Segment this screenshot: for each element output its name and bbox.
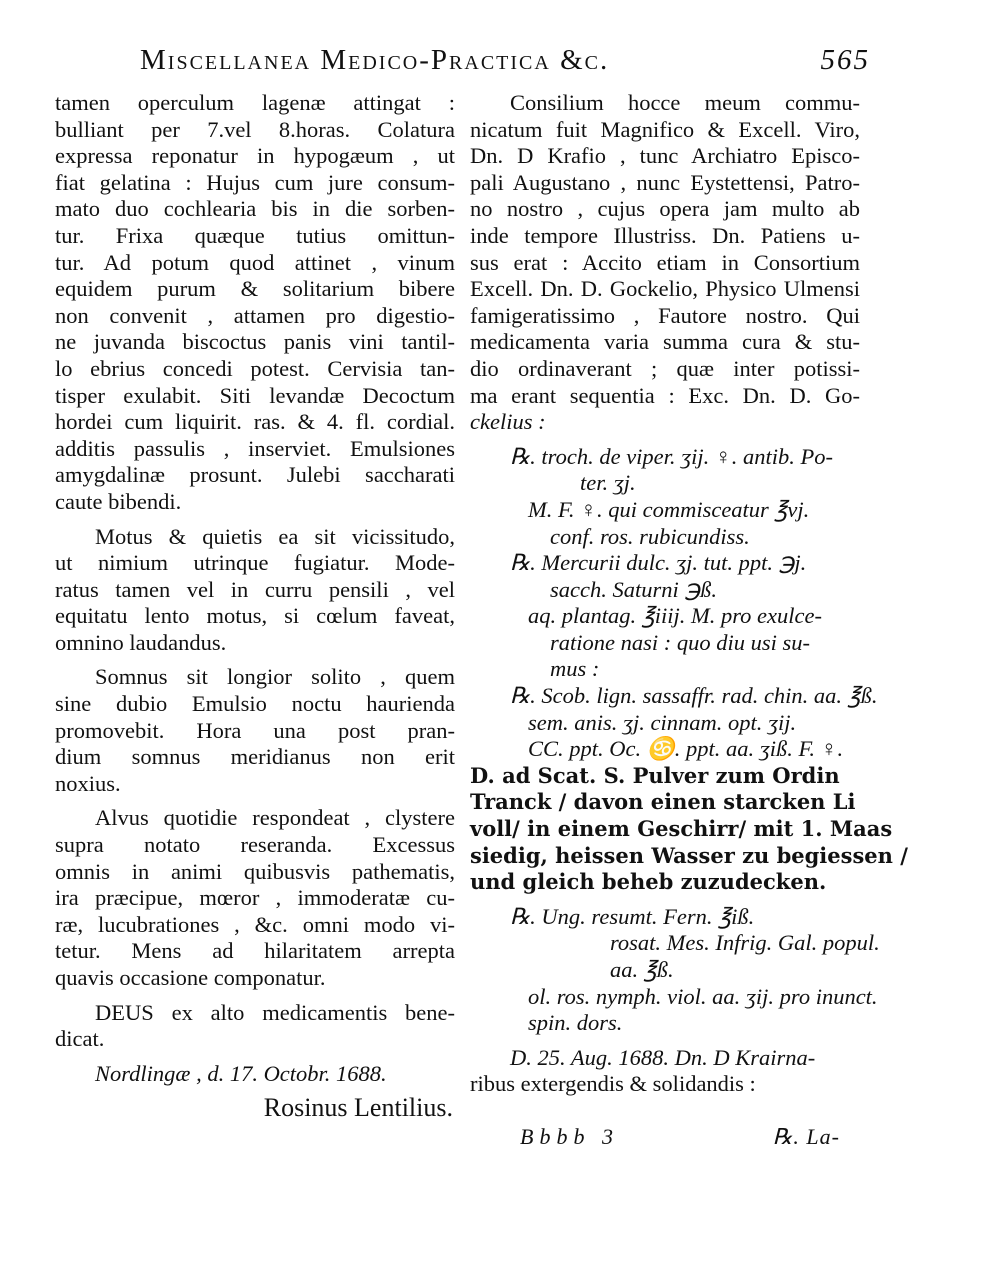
text-line: caute bibendi. <box>55 488 182 514</box>
text-line: ma erant sequentia : Exc. Dn. D. Go- <box>470 382 860 408</box>
paragraph-gap <box>55 656 455 664</box>
text-line: ratione nasi : quo diu usi su- <box>550 629 811 655</box>
text-line: sacch. Saturni ℈ß. <box>550 576 717 602</box>
text-line: conf. ros. rubicundiss. <box>550 523 750 549</box>
paragraph-bowels <box>55 805 455 991</box>
text-line: tisper exulabit. Siti levandæ Decoctum <box>55 382 455 408</box>
paragraph-gap <box>55 992 455 1000</box>
text-line: D. 25. Aug. 1688. Dn. D Krairna- <box>510 1044 816 1070</box>
text-line: ckelius : <box>470 409 546 435</box>
text-line: Alvus quotidie respondeat , clystere <box>95 805 455 831</box>
text-line: pali Augustano , nunc Eystettensi, Patro- <box>470 169 860 195</box>
text-line: tamen operculum lagenæ attingat : <box>55 90 455 115</box>
text-line: sine dubio Emulsio noctu haurienda <box>55 691 455 717</box>
text-line: omnino laudandus. <box>55 629 227 655</box>
german-directions <box>470 762 908 896</box>
text-line: ℞. Ung. resumt. Fern. ℥iß. <box>510 903 755 929</box>
left-column <box>55 90 455 1122</box>
text-line: ribus extergendis & solidandis : <box>470 1071 756 1097</box>
text-line: CC. ppt. Oc. ♋. ppt. aa. ʒiß. F. ♀. <box>528 736 844 762</box>
text-line: Tranck / davon einen starcken Li <box>470 789 856 815</box>
text-line: mus : <box>550 656 600 682</box>
text-line: equitatu lento motus, si cœlum faveat, <box>55 603 455 629</box>
paragraph-blessing <box>55 1000 455 1053</box>
text-line: medicamenta varia summa cura & stu- <box>470 329 860 355</box>
text-line: rosat. Mes. Infrig. Gal. popul. <box>610 930 880 956</box>
right-column <box>470 90 908 1098</box>
paragraph-diet <box>55 90 455 516</box>
text-line: no nostro , cujus opera jam multo ab <box>470 196 860 222</box>
text-line: ut nimium utrinque fugiatur. Mode- <box>55 550 455 576</box>
page-number: 565 <box>820 44 870 76</box>
text-line: Excell. Dn. D. Gockelio, Physico Ulmensi <box>470 276 860 302</box>
text-line: fiat gelatina : Hujus cum jure consum- <box>55 169 455 195</box>
paragraph-motion <box>55 524 455 657</box>
author-signature: Rosinus Lentilius. <box>263 1093 453 1123</box>
text-line: promovebit. Hora una post pran- <box>55 717 455 743</box>
text-line: equidem purum & solitarium bibere <box>55 276 455 302</box>
text-line: dium somnus meridianus non erit <box>55 744 455 770</box>
text-line: ℞. Scob. lign. sassaffr. rad. chin. aa. ℥ß. <box>510 683 878 709</box>
text-line: mato duo cochlearia bis in die sorben- <box>55 196 455 222</box>
paragraph-gap <box>55 797 455 805</box>
text-line: dicat. <box>55 1026 105 1052</box>
text-line: noxius. <box>55 770 121 796</box>
paragraph-gap <box>55 1053 455 1061</box>
text-line: dio ordinaverant ; quæ inter potissi- <box>470 355 860 381</box>
text-line: non convenit , attamen pro digestio- <box>55 302 455 328</box>
prescription-3 <box>470 683 878 763</box>
paragraph-gap <box>470 436 860 444</box>
paragraph-gap <box>55 516 455 524</box>
text-line: Somnus sit longior solito , quem <box>95 664 455 690</box>
text-line: quavis occasione componatur. <box>55 965 326 990</box>
text-line: tur. Frixa quæque tutius omittun- <box>55 222 455 248</box>
text-line: supra notato reseranda. Excessus <box>55 832 455 858</box>
text-line: siedig, heissen Wasser zu begiessen / <box>470 842 908 868</box>
text-line: ratus tamen vel in curru pensili , vel <box>55 576 455 602</box>
prescription-4 <box>470 903 880 1037</box>
text-line: sem. anis. ʒj. cinnam. opt. ʒij. <box>528 709 797 735</box>
catchword: ℞. La- <box>772 1124 840 1149</box>
text-line: Motus & quietis ea sit vicissitudo, <box>95 523 455 549</box>
paragraph-gap <box>470 1037 860 1045</box>
text-line: ræ, lucubrationes , &c. omni modo vi- <box>55 911 455 937</box>
paragraph-gap <box>470 896 860 904</box>
text-line: famigeratissimo , Fautore nostro. Qui <box>470 302 860 328</box>
text-line: hordei cum liquirit. ras. & 4. fl. cordial. <box>55 409 455 435</box>
running-title: Miscellanea Medico-Practica &c. <box>140 44 610 76</box>
signature-mark: Bbbb 3 <box>520 1124 619 1149</box>
prescription-2 <box>470 550 860 683</box>
text-line: omnis in animi quibusvis pathematis, <box>55 858 455 884</box>
paragraph-consilium <box>470 90 860 436</box>
prescription-1 <box>470 444 860 550</box>
text-line: ter. ʒj. <box>580 470 636 496</box>
text-line: tur. Ad potum quod attinet , vinum <box>55 249 455 275</box>
paragraph-closing <box>470 1045 860 1098</box>
text-line: Dn. D Krafio , tunc Archiatro Episco- <box>470 143 860 169</box>
text-line: aq. plantag. ℥iiij. M. pro exulce- <box>528 603 822 629</box>
text-line: ℞. Mercurii dulc. ʒj. tut. ppt. ℈j. <box>510 550 807 576</box>
text-line: ℞. troch. de viper. ʒij. ♀. antib. Po- <box>510 443 834 469</box>
text-line: bulliant per 7.vel 8.horas. Colatura <box>55 116 455 142</box>
text-line: DEUS ex alto medicamentis bene- <box>95 999 455 1025</box>
text-line: ol. ros. nymph. viol. aa. ʒij. pro inunct. <box>528 983 878 1009</box>
text-line: expressa reponatur in hypogæum , ut <box>55 143 455 169</box>
dateline: Nordlingæ , d. 17. Octobr. 1688. <box>95 1060 387 1086</box>
text-line: inde tempore Illustriss. Dn. Patiens u- <box>470 222 860 248</box>
text-line: D. ad Scat. S. Pulver zum Ordin <box>470 762 840 788</box>
text-line: Consilium hocce meum commu- <box>510 90 860 115</box>
text-line: nicatum fuit Magnifico & Excell. Viro, <box>470 116 860 142</box>
text-line: amygdalinæ prosunt. Julebi saccharati <box>55 462 455 488</box>
text-line: additis passulis , inserviet. Emulsiones <box>55 435 455 461</box>
text-line: M. F. ♀. qui commisceatur ℥vj. <box>528 496 810 522</box>
text-line: ne juvanda biscoctus panis vini tantil- <box>55 329 455 355</box>
paragraph-sleep <box>55 664 455 797</box>
text-line: lo ebrius concedi potest. Cervisia tan- <box>55 355 455 381</box>
text-line: ira præcipue, mœror , immoderatæ cu- <box>55 885 455 911</box>
text-line: und gleich beheb zuzudecken. <box>470 869 827 895</box>
text-line: voll/ in einem Geschirr/ mit 1. Maas <box>470 816 893 842</box>
text-line: tetur. Mens ad hilaritatem arrepta <box>55 938 455 964</box>
text-line: sus erat : Accito etiam in Consortium <box>470 249 860 275</box>
text-line: aa. ℥ß. <box>610 957 674 982</box>
text-line: spin. dors. <box>528 1010 623 1036</box>
